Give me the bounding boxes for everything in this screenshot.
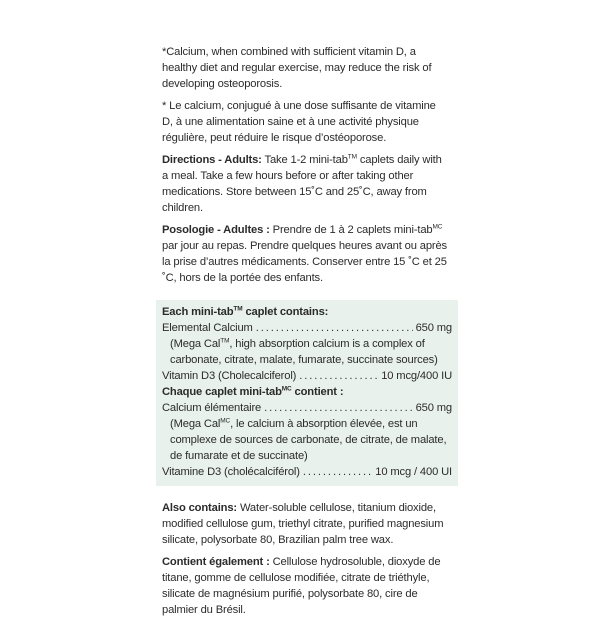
ingredient-name: Elemental Calcium — [162, 322, 253, 334]
ingredient-amount: 650 mg — [415, 322, 452, 334]
ingredient-amount: 650 mg — [415, 402, 452, 414]
ingredients-panel — [156, 300, 458, 486]
ingredient-name: Vitamin D3 (Cholecalciferol) — [162, 370, 297, 382]
directions-en: Directions - Adults: Take 1-2 mini-tab™ caplets daily with a meal. Take a few hours before or after taking other medications. Store between 15˚C and 25˚C, away from children. — [162, 153, 442, 214]
leader-dots — [256, 320, 413, 336]
also-contains-fr-label: Contient également : — [162, 556, 270, 568]
also-contains-en-label: Also contains: — [162, 502, 237, 514]
trademark-mark: TM — [347, 153, 357, 161]
ingredient-amount: 10 mcg/400 IU — [381, 370, 452, 382]
ingredient-row-vitamin-d3-fr — [162, 464, 452, 480]
product-label-text — [162, 44, 452, 618]
calcium-claim-en: *Calcium, when combined with sufficient vitamin D, a healthy diet and regular exercise, may reduce the risk of developing osteoporosis. — [162, 46, 432, 90]
trademark-mark: MC — [432, 223, 443, 231]
also-contains-en: Also contains: Water-soluble cellulose, titanium dioxide, modified cellulose gum, triethyl citrate, purified magnesium silicate, polysorbate 80, Brazilian palm tree wax. — [162, 502, 444, 546]
ingredient-row-calcium-fr — [162, 400, 452, 416]
ingredient-note-en: (Mega Cal™, high absorption calcium is a complex of carbonate, citrate, malate, fumarate, succinate sources) — [170, 337, 438, 366]
also-contains-fr: Contient également : Cellulose hydrosoluble, dioxyde de titane, gomme de cellulose modifiée, citrate de triéthyle, silicate de magnésium purifié, polysorbate 80, cire de palmier du Brésil. — [162, 556, 441, 616]
leader-dots — [303, 464, 372, 480]
ingredient-note-fr: (Mega Cal$^{MC}$, le calcium à absorption élevée, est un complexe de sources de carbonate, de citrate, de malate, de fumarate et de succinate) — [170, 417, 447, 462]
directions-en-label: Directions - Adults: — [162, 154, 262, 166]
calcium-claim-fr: * Le calcium, conjugué à une dose suffisante de vitamine D, à une alimentation saine et à une activité physique régulière, peut réduire le risque d’ostéoporose. — [162, 100, 436, 144]
leader-dots — [264, 400, 412, 416]
ingredient-name: Calcium élémentaire — [162, 402, 262, 414]
contents-heading-fr: Chaque caplet mini-tab$^{MC}$ contient : — [162, 385, 344, 398]
directions-fr: Posologie - Adultes : Prendre de 1 à 2 caplets mini-tab$^{MC}$ par jour au repas. Prendre quelques heures avant ou après la prise d’autres médicaments. Conserver entre 15 ˚C et 25 ˚C, hors de la portée des enfants. — [162, 223, 448, 284]
leader-dots — [299, 368, 378, 384]
ingredient-name: Vitamine D3 (cholécalciférol) — [162, 466, 300, 478]
contents-heading-en: Each mini-tab™ caplet contains: — [162, 305, 329, 318]
ingredient-row-vitamin-d3-en — [162, 368, 452, 384]
ingredient-row-calcium-en — [162, 320, 452, 336]
ingredient-amount: 10 mcg / 400 UI — [375, 466, 452, 478]
directions-fr-label: Posologie - Adultes : — [162, 224, 270, 236]
